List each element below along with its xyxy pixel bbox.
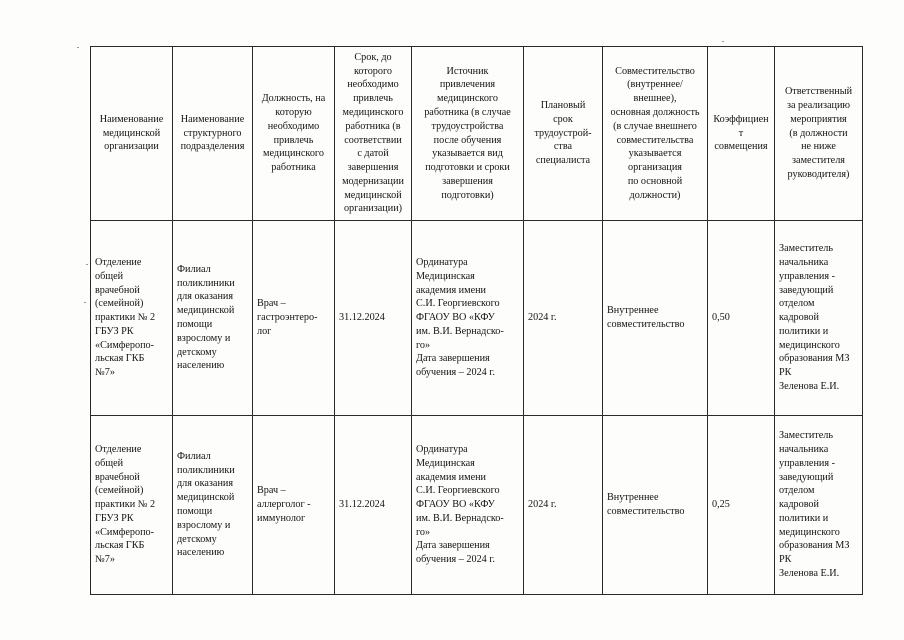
header-planned-date: Плановый срок трудоустрой- ства специалиста xyxy=(524,47,603,221)
cell-position: Врач – аллерголог - иммунолог xyxy=(253,416,335,595)
cell-coefficient: 0,25 xyxy=(708,416,775,595)
cell-structural-unit: Филиал поликлиники для оказания медицинской помощи взрослому и детскому населению xyxy=(173,416,253,595)
cell-deadline: 31.12.2024 xyxy=(335,416,412,595)
staffing-table xyxy=(90,46,863,595)
cell-deadline: 31.12.2024 xyxy=(335,221,412,416)
scan-speck xyxy=(86,264,88,265)
cell-position: Врач – гастроэнтеро- лог xyxy=(253,221,335,416)
table-row xyxy=(91,416,863,595)
cell-planned-date: 2024 г. xyxy=(524,221,603,416)
cell-planned-date: 2024 г. xyxy=(524,416,603,595)
cell-org-name: Отделение общей врачебной (семейной) практики № 2 ГБУЗ РК «Симферопо- льская ГКБ №7» xyxy=(91,416,173,595)
cell-coefficient: 0,50 xyxy=(708,221,775,416)
scan-speck xyxy=(84,302,86,303)
cell-part-time: Внутреннее совместительство xyxy=(603,221,708,416)
header-org-name: Наименование медицинской организации xyxy=(91,47,173,221)
header-position: Должность, на которую необходимо привлечь медицинского работника xyxy=(253,47,335,221)
cell-structural-unit: Филиал поликлиники для оказания медицинской помощи взрослому и детскому населению xyxy=(173,221,253,416)
cell-part-time: Внутреннее совместительство xyxy=(603,416,708,595)
cell-responsible: Заместитель начальника управления - заведующий отделом кадровой политики и медицинского образования МЗ РК Зеленова Е.И. xyxy=(775,221,863,416)
header-source: Источник привлечения медицинского работника (в случае трудоустройства после обучения указывается вид подготовки и сроки завершения подготовки) xyxy=(412,47,524,221)
scan-speck xyxy=(77,47,79,48)
header-part-time: Совместительство (внутреннее/ внешнее), основная должность (в случае внешнего совместительства указывается организация по основной должности) xyxy=(603,47,708,221)
scan-speck xyxy=(722,41,724,42)
table-row xyxy=(91,221,863,416)
cell-source: Ординатура Медицинская академия имени С.И. Георгиевского ФГАОУ ВО «КФУ им. В.И. Вернадско- го» Дата завершения обучения – 2024 г. xyxy=(412,416,524,595)
header-deadline: Срок, до которого необходимо привлечь медицинского работника (в соответствии с датой завершения модернизации медицинской организации) xyxy=(335,47,412,221)
header-structural-unit: Наименование структурного подразделения xyxy=(173,47,253,221)
cell-responsible: Заместитель начальника управления - заведующий отделом кадровой политики и медицинского образования МЗ РК Зеленова Е.И. xyxy=(775,416,863,595)
header-responsible: Ответственный за реализацию мероприятия (в должности не ниже заместителя руководителя) xyxy=(775,47,863,221)
table-header-row xyxy=(91,47,863,221)
cell-org-name: Отделение общей врачебной (семейной) практики № 2 ГБУЗ РК «Симферопо- льская ГКБ №7» xyxy=(91,221,173,416)
header-coefficient: Коэффициент совмещения xyxy=(708,47,775,221)
cell-source: Ординатура Медицинская академия имени С.И. Георгиевского ФГАОУ ВО «КФУ им. В.И. Вернадско- го» Дата завершения обучения – 2024 г. xyxy=(412,221,524,416)
